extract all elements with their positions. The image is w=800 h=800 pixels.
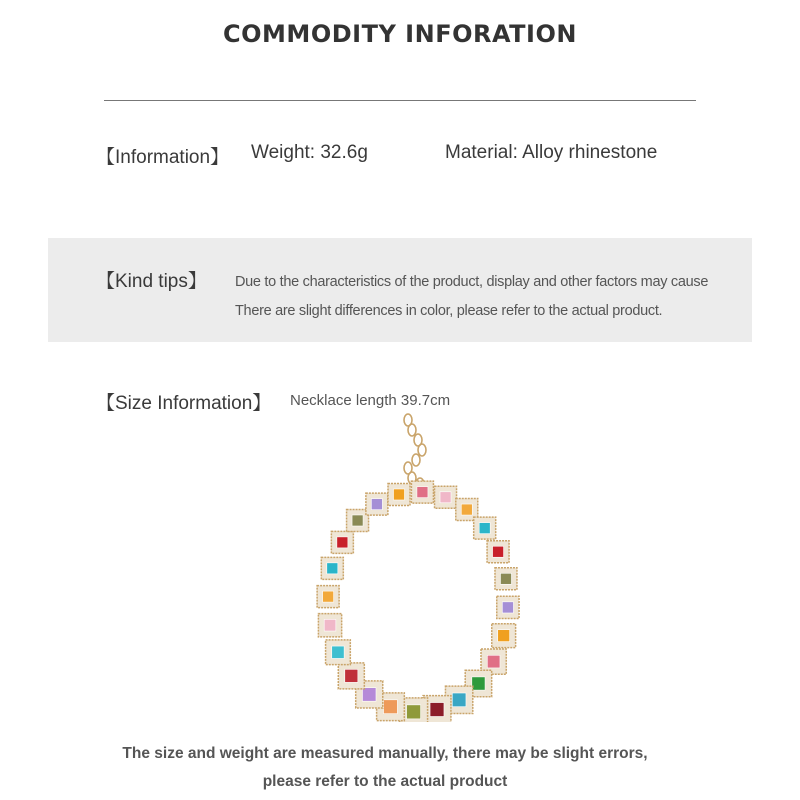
- rhinestone-link: [492, 624, 516, 648]
- rhinestone-link: [331, 531, 353, 553]
- necklace-links: [317, 481, 519, 722]
- kind-tips-panel: [48, 238, 752, 342]
- information-row: [96, 142, 756, 172]
- rhinestone-link: [321, 557, 343, 579]
- rhinestone-necklace-icon: [300, 412, 540, 722]
- chain-link: [412, 454, 420, 466]
- title-divider: [104, 100, 696, 101]
- page-title: COMMODITY INFORATION: [223, 20, 577, 48]
- rhinestone-link: [435, 486, 457, 508]
- rhinestone-link: [474, 517, 496, 539]
- rhinestone-link: [347, 509, 369, 531]
- size-information-value: Necklace length 39.7cm: [290, 392, 451, 409]
- size-information-label: 【Size Information】: [96, 393, 272, 414]
- rhinestone-link: [317, 586, 339, 608]
- chain-link: [408, 424, 416, 436]
- rhinestone-link: [366, 493, 388, 515]
- kind-tips-line-1: Due to the characteristics of the product, display and other factors may cause: [235, 274, 709, 290]
- chain-link: [418, 444, 426, 456]
- rhinestone-link: [318, 614, 341, 637]
- rhinestone-link: [487, 541, 509, 563]
- rhinestone-link: [497, 596, 519, 618]
- rhinestone-link: [495, 568, 517, 590]
- rhinestone-link: [338, 663, 364, 689]
- information-label: 【Information】: [96, 147, 230, 168]
- weight-text: Weight: 32.6g: [251, 142, 368, 163]
- rhinestone-link: [388, 483, 410, 505]
- measurement-note-line-2: please refer to the actual product: [262, 773, 508, 790]
- kind-tips-label: 【Kind tips】: [96, 271, 207, 292]
- material-text: Material: Alloy rhinestone: [445, 142, 658, 163]
- rhinestone-link: [411, 481, 433, 503]
- kind-tips-line-2: There are slight differences in color, please refer to the actual product.: [235, 303, 663, 319]
- measurement-note: [0, 740, 770, 796]
- measurement-note-line-1: The size and weight are measured manually, there may be slight errors,: [122, 745, 648, 762]
- kind-tips-text: [235, 268, 708, 326]
- rhinestone-link: [326, 640, 351, 665]
